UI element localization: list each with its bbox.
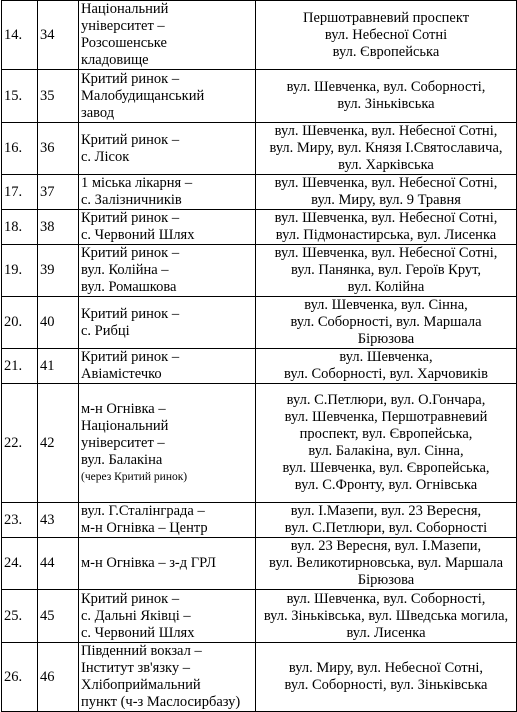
table-row xyxy=(2,1,517,70)
route-name-cell xyxy=(79,123,256,175)
routes-table xyxy=(1,0,517,712)
streets-cell xyxy=(256,297,517,349)
route-name-line: університет – xyxy=(81,434,165,451)
streets-line: вул. І.Мазепи, вул. 23 Вересня, xyxy=(290,503,482,519)
route-code-cell xyxy=(38,349,79,384)
streets-line: вул. Небесної Сотні xyxy=(324,26,448,43)
route-name-line: Малобудищанський xyxy=(81,87,205,104)
route-code: 45 xyxy=(40,607,55,624)
route-name-line: с. Залізничників xyxy=(81,192,182,208)
table-row xyxy=(2,70,517,123)
route-code-cell xyxy=(38,123,79,175)
route-name-line: м-н Огнівка – з-д ГРЛ xyxy=(81,555,216,571)
streets-line: вул. Миру, вул. Князя І.Святославича, xyxy=(269,140,503,156)
route-code-cell xyxy=(38,210,79,245)
route-code: 43 xyxy=(40,511,55,528)
row-number-cell xyxy=(2,70,38,123)
table-row xyxy=(2,643,517,712)
streets-line: Бірюзова xyxy=(357,331,415,347)
streets-line: вул. Шевченка, вул. Соборності, xyxy=(286,79,486,95)
route-name-line: с. Червоний Шлях xyxy=(81,624,195,641)
route-name-cell xyxy=(79,384,256,503)
route-name-line: м-н Огнівка – Центр xyxy=(81,520,208,536)
streets-line: вул. Колійна xyxy=(347,279,425,295)
row-number: 18. xyxy=(4,218,23,235)
streets-cell xyxy=(256,175,517,210)
route-name-cell xyxy=(79,643,256,712)
route-code-cell xyxy=(38,175,79,210)
streets-line: вул. Лисенка xyxy=(346,624,426,641)
route-code: 40 xyxy=(40,314,55,330)
route-name-cell xyxy=(79,210,256,245)
row-number: 26. xyxy=(4,668,23,685)
route-name-line: Критий ринок – xyxy=(81,210,180,226)
route-name-line: вул. Ромашкова xyxy=(81,279,177,295)
route-name-line: Критий ринок – xyxy=(81,349,180,365)
streets-line: вул. С.Петлюри, вул. О.Гончара, xyxy=(286,392,486,408)
route-name-line: с. Червоний Шлях xyxy=(81,227,195,243)
route-code-cell xyxy=(38,1,79,70)
row-number: 23. xyxy=(4,511,23,528)
table-row xyxy=(2,245,517,297)
route-name-line: Національний xyxy=(81,417,169,434)
route-code: 41 xyxy=(40,357,55,374)
streets-line: вул. Соборності, вул. Харчовиків xyxy=(284,366,488,382)
row-number: 14. xyxy=(4,26,23,43)
streets-line: вул. Зіньківська xyxy=(337,96,435,112)
route-name-cell xyxy=(79,70,256,123)
row-number-cell xyxy=(2,538,38,590)
row-number: 20. xyxy=(4,314,23,330)
row-number: 16. xyxy=(4,140,23,156)
route-code-cell xyxy=(38,297,79,349)
route-name-cell xyxy=(79,245,256,297)
table-row xyxy=(2,210,517,245)
route-name-line: Критий ринок – xyxy=(81,590,180,607)
streets-line: вул. Шевченка, вул. Сінна, xyxy=(304,297,468,313)
route-code: 37 xyxy=(40,183,55,200)
row-number: 25. xyxy=(4,607,23,624)
route-name-line: Південний вокзал – xyxy=(81,643,202,659)
row-number: 17. xyxy=(4,183,23,200)
route-name-line: с. Дальні Яківці – xyxy=(81,607,191,624)
route-name-line: вул. Г.Сталінграда – xyxy=(81,503,205,519)
streets-cell xyxy=(256,210,517,245)
route-code-cell xyxy=(38,245,79,297)
streets-cell xyxy=(256,503,517,538)
route-name-cell xyxy=(79,503,256,538)
routes-table-body xyxy=(2,1,517,712)
route-code: 38 xyxy=(40,218,55,235)
table-row xyxy=(2,538,517,590)
streets-line: вул. 23 Вересня, вул. І.Мазепи, xyxy=(290,538,482,554)
route-code-cell xyxy=(38,643,79,712)
route-name-line: Розсошенське xyxy=(81,35,167,51)
row-number: 15. xyxy=(4,87,23,104)
route-name-cell xyxy=(79,1,256,70)
table-row xyxy=(2,590,517,643)
table-row xyxy=(2,123,517,175)
row-number-cell xyxy=(2,297,38,349)
streets-line: вул. Зіньківська, вул. Шведська могила, xyxy=(263,607,509,624)
table-row xyxy=(2,349,517,384)
streets-cell xyxy=(256,245,517,297)
row-number: 24. xyxy=(4,555,23,571)
row-number-cell xyxy=(2,503,38,538)
route-name-line: вул. Колійна – xyxy=(81,262,169,278)
row-number-cell xyxy=(2,384,38,503)
streets-cell xyxy=(256,123,517,175)
route-name-line: Авіамістечко xyxy=(81,366,162,382)
streets-line: вул. С.Фронту, вул. Огнівська xyxy=(294,477,478,493)
streets-cell xyxy=(256,384,517,503)
streets-cell xyxy=(256,70,517,123)
route-code: 42 xyxy=(40,434,55,451)
route-name-line: Критий ринок – xyxy=(81,245,180,261)
streets-cell xyxy=(256,590,517,643)
streets-cell xyxy=(256,1,517,70)
streets-line: вул. Миру, вул. Небесної Сотні, xyxy=(288,660,484,676)
route-name-line: Інститут зв'язку – xyxy=(81,660,191,676)
streets-cell xyxy=(256,538,517,590)
row-number: 21. xyxy=(4,357,23,374)
streets-line: вул. Соборності, вул. Маршала xyxy=(290,314,482,330)
route-code: 46 xyxy=(40,668,55,685)
streets-line: вул. Шевченка, xyxy=(339,349,433,365)
streets-line: вул. Шевченка, вул. Небесної Сотні, xyxy=(274,175,498,191)
streets-line: вул. Шевченка, вул. Небесної Сотні, xyxy=(274,245,498,261)
route-name-cell xyxy=(79,538,256,590)
route-name-line: університет – xyxy=(81,18,165,34)
route-code: 39 xyxy=(40,262,55,278)
row-number-cell xyxy=(2,175,38,210)
streets-cell xyxy=(256,349,517,384)
route-name-line: пункт (ч-з Маслосирбазу) xyxy=(81,694,241,710)
streets-line: вул. Балакіна, вул. Сінна, xyxy=(308,443,464,459)
streets-line: вул. Шевченка, Першотравневий xyxy=(284,409,488,425)
streets-line: вул. Підмонастирська, вул. Лисенка xyxy=(275,227,497,243)
streets-line: вул. Шевченка, вул. Небесної Сотні, xyxy=(274,123,498,139)
route-name-line: Національний xyxy=(81,1,169,17)
route-name-line: с. Рибці xyxy=(81,322,130,339)
route-code: 36 xyxy=(40,140,55,156)
row-number-cell xyxy=(2,123,38,175)
route-name-cell xyxy=(79,297,256,349)
route-name-line: м-н Огнівка – xyxy=(81,400,166,417)
route-name-line: 1 міська лікарня – xyxy=(81,175,193,191)
route-code-cell xyxy=(38,503,79,538)
streets-line: вул. Миру, вул. 9 Травня xyxy=(311,192,461,208)
streets-line: вул. Великотирновська, вул. Маршала xyxy=(268,555,504,571)
streets-line: Бірюзова xyxy=(357,572,415,588)
route-code: 34 xyxy=(40,26,55,43)
row-number-cell xyxy=(2,643,38,712)
route-code-cell xyxy=(38,384,79,503)
streets-line: вул. Панянка, вул. Героїв Крут, xyxy=(290,262,482,278)
route-code-cell xyxy=(38,70,79,123)
route-name-line: Критий ринок – xyxy=(81,70,180,87)
streets-line: вул. Шевченка, вул. Європейська, xyxy=(282,460,490,476)
route-code: 44 xyxy=(40,555,55,571)
streets-cell xyxy=(256,643,517,712)
row-number-cell xyxy=(2,1,38,70)
route-name-cell xyxy=(79,175,256,210)
route-name-line: кладовище xyxy=(81,52,149,68)
row-number-cell xyxy=(2,210,38,245)
route-name-cell xyxy=(79,590,256,643)
streets-line: вул. Шевченка, вул. Соборності, xyxy=(286,590,486,607)
route-name-line: вул. Балакіна xyxy=(81,451,163,468)
route-code: 35 xyxy=(40,87,55,104)
table-row xyxy=(2,297,517,349)
route-name-line: с. Лісок xyxy=(81,148,130,165)
streets-line: Першотравневий проспект xyxy=(302,9,470,26)
route-name-line: Хлібоприймальний xyxy=(81,677,201,693)
streets-line: вул. Соборності, вул. Зіньківська xyxy=(284,677,488,693)
route-code-cell xyxy=(38,590,79,643)
streets-line: вул. Харківська xyxy=(338,157,434,173)
route-name-line: завод xyxy=(81,104,115,121)
row-number-cell xyxy=(2,590,38,643)
streets-line: проспект, вул. Європейська, xyxy=(299,426,473,442)
route-name-line: Критий ринок – xyxy=(81,131,180,148)
streets-line: вул. Європейська xyxy=(332,43,440,60)
streets-line: вул. С.Петлюри, вул. Соборності xyxy=(284,520,488,536)
table-row xyxy=(2,503,517,538)
row-number-cell xyxy=(2,245,38,297)
table-row xyxy=(2,384,517,503)
route-code-cell xyxy=(38,538,79,590)
row-number: 22. xyxy=(4,434,23,451)
row-number: 19. xyxy=(4,262,23,278)
route-name-cell xyxy=(79,349,256,384)
route-name-line: Критий ринок – xyxy=(81,305,180,322)
table-row xyxy=(2,175,517,210)
row-number-cell xyxy=(2,349,38,384)
route-note: (через Критий ринок) xyxy=(81,470,188,483)
streets-line: вул. Шевченка, вул. Небесної Сотні, xyxy=(274,210,498,226)
